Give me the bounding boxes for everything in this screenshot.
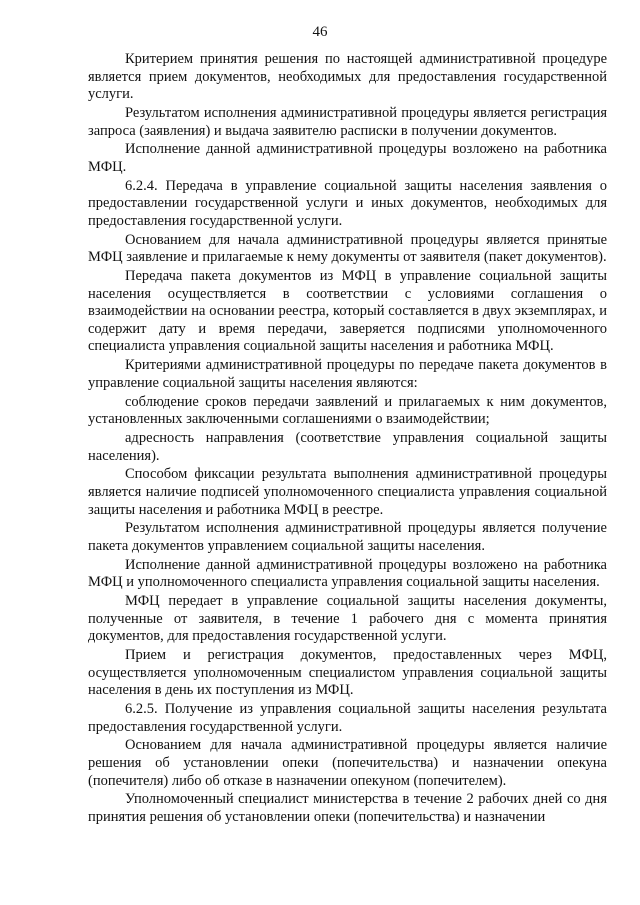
document-body xyxy=(88,51,607,828)
paragraph: Критериями административной процедуры по передаче пакета документов в управление социальной защиты населения являются: xyxy=(88,357,607,391)
paragraph: Основанием для начала административной процедуры является принятые МФЦ заявление и прилагаемые к нему документы от заявителя (пакет документов). xyxy=(88,231,607,266)
paragraph: Результатом исполнения административной процедуры является регистрация запроса (заявления) и выдача заявителю расписки в получении документов. xyxy=(88,104,607,139)
section-heading-6-2-5: 6.2.5. Получение из управления социальной защиты населения результата предоставления государственной услуги. xyxy=(88,701,607,735)
paragraph: Уполномоченный специалист министерства в течение 2 рабочих дней со дня принятия решения об установлении опеки (попечительства) и назначении xyxy=(88,791,607,825)
paragraph: Передача пакета документов из МФЦ в управление социальной защиты населения осуществляется в соответствии с условиями соглашения о взаимодействии на основании реестра, который составляется в двух экземплярах, и содержит дату и время передачи, заверяется подписями уполномоченного специалиста управления социальной защиты населения и работника МФЦ. xyxy=(88,268,607,355)
paragraph: Прием и регистрация документов, предоставленных через МФЦ, осуществляется уполномоченным специалистом управления социальной защиты населения в день их поступления из МФЦ. xyxy=(88,647,607,699)
paragraph: Способом фиксации результата выполнения административной процедуры является наличие подписей уполномоченного специалиста управления социальной защиты населения и работника МФЦ в реестре. xyxy=(88,466,607,518)
paragraph: Результатом исполнения административной процедуры является получение пакета документов управлением социальной защиты населения. xyxy=(88,520,607,554)
paragraph: Исполнение данной административной процедуры возложено на работника МФЦ и уполномоченного специалиста управления социальной защиты населения. xyxy=(88,556,607,591)
criteria-item: соблюдение сроков передачи заявлений и прилагаемых к ним документов, установленных заключенными соглашениями о взаимодействии; xyxy=(88,393,607,428)
section-heading-6-2-4: 6.2.4. Передача в управление социальной защиты населения заявления о предоставлении государственной услуги и иных документов, необходимых для предоставления государственной услуги. xyxy=(88,177,607,229)
page-number: 46 xyxy=(312,24,328,40)
paragraph: МФЦ передает в управление социальной защиты населения документы, полученные от заявителя, в течение 1 рабочего дня с момента принятия документов, для предоставления государственной услуги. xyxy=(88,593,607,645)
paragraph: Критерием принятия решения по настоящей административной процедуре является прием документов, необходимых для предоставления государственной услуги. xyxy=(88,51,607,103)
criteria-item: адресность направления (соответствие управления социальной защиты населения). xyxy=(88,429,607,464)
paragraph: Исполнение данной административной процедуры возложено на работника МФЦ. xyxy=(88,141,607,175)
paragraph: Основанием для начала административной процедуры является наличие решения об установлении опеки (попечительства) и назначении опекуна (попечителя) либо об отказе в назначении опекуном (попечителем). xyxy=(88,737,607,789)
